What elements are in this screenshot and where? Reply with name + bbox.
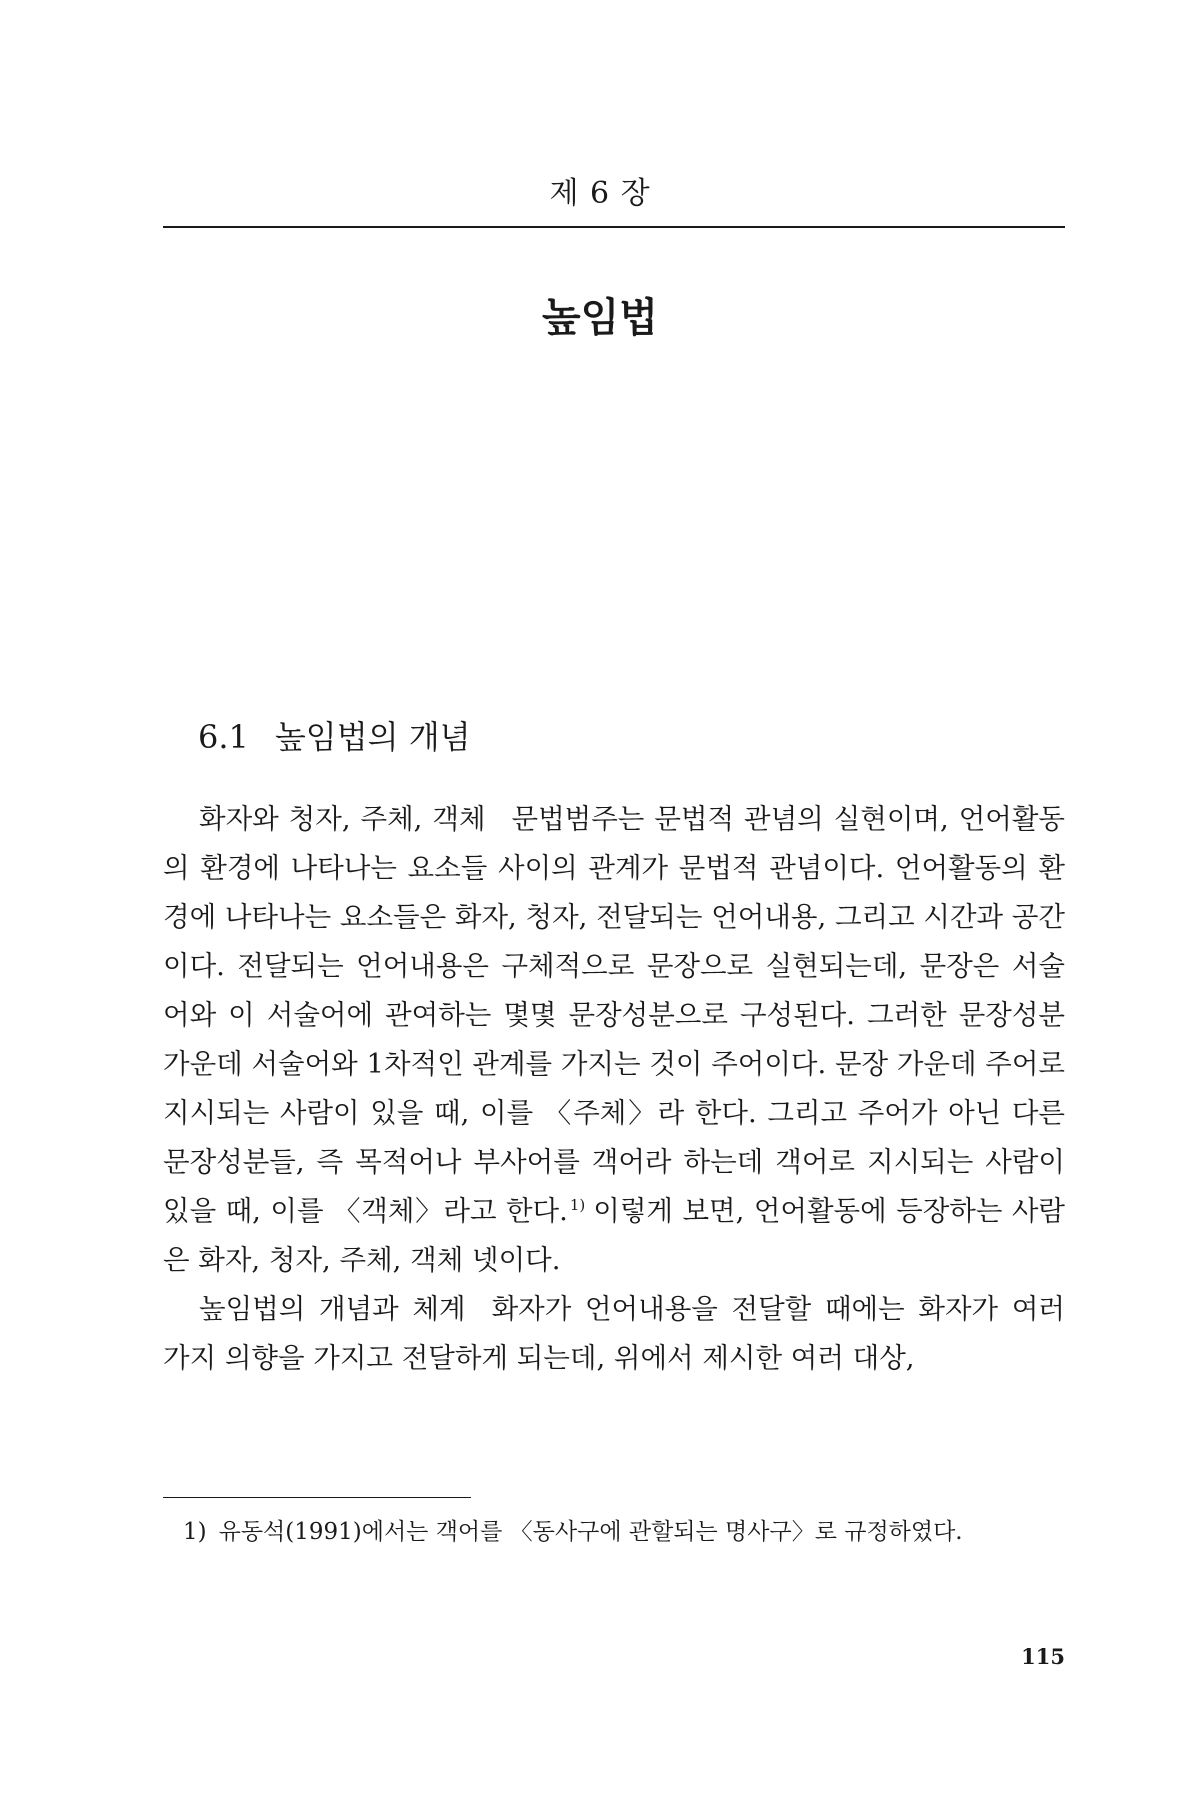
paragraph-runin-heading: 화자와 청자, 주체, 객체 xyxy=(199,803,486,835)
footnote xyxy=(183,1515,1063,1549)
chapter-divider xyxy=(163,226,1065,228)
footnote-divider xyxy=(163,1497,471,1498)
section-number: 6.1 xyxy=(198,718,249,756)
paragraph-text: 이렇게 보면, 언어활동에 등장하는 사람은 화자, 청자, 주체, 객체 넷이다. xyxy=(163,1195,1065,1276)
paragraph-runin-heading: 높임법의 개념과 체계 xyxy=(199,1293,466,1325)
footnote-marker: 1) xyxy=(183,1519,207,1545)
chapter-title: 높임법 xyxy=(542,294,658,341)
paragraph-text: 화자가 언어내용을 전달할 때에는 화자가 여러 가지 의향을 가지고 전달하게 되는데, 위에서 제시한 여러 대상, xyxy=(163,1293,1065,1374)
footnote-reference: 1) xyxy=(569,1195,586,1214)
page-number: 115 xyxy=(1021,1644,1065,1669)
section-heading xyxy=(198,712,471,758)
section-title: 높임법의 개념 xyxy=(274,718,471,756)
paragraph xyxy=(163,795,1065,1285)
chapter-label: 제 6 장 xyxy=(549,176,651,211)
paragraph-text: 문법범주는 문법적 관념의 실현이며, 언어활동의 환경에 나타나는 요소들 사이의 관계가 문법적 관념이다. 언어활동의 환경에 나타나는 요소들은 화자, 청자, 전달되는 언어내용, 그리고 시간과 공간이다. 전달되는 언어내용은 구체적으로 문장으로 실현되는데, 문장은 서술어와 이 서술어에 관여하는 몇몇 문장성분으로 구성된다. 그러한 문장성분 가운데 서술어와 1차적인 관계를 가지는 것이 주어이다. 문장 가운데 주어로 지시되는 사람이 있을 때, 이를 〈주체〉라 한다. 그리고 주어가 아닌 다른 문장성분들, 즉 목적어나 부사어를 객어라 하는데 객어로 지시되는 사람이 있을 때, 이를 〈객체〉라고 한다. xyxy=(163,803,1065,1227)
footnote-text: 유동석(1991)에서는 객어를 〈동사구에 관할되는 명사구〉로 규정하였다. xyxy=(218,1519,963,1545)
body-text xyxy=(163,795,1065,1383)
paragraph xyxy=(163,1285,1065,1383)
